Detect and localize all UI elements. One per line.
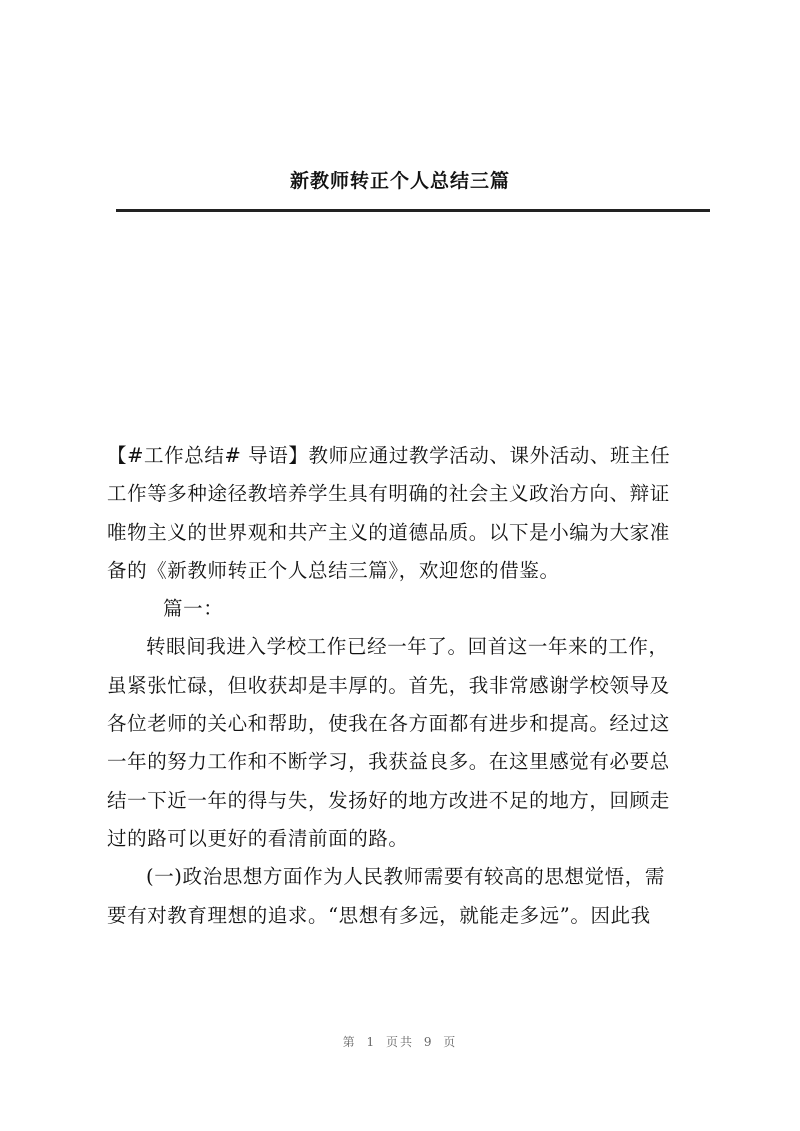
- body-line: 要有对教育理想的追求。“思想有多远，就能走多远”。因此我: [107, 903, 651, 927]
- page-suffix: 页: [443, 1035, 458, 1049]
- body-line: 各位老师的关心和帮助，使我在各方面都有进步和提高。经过这: [107, 712, 670, 736]
- body-line: 工作等多种途径教培养学生具有明确的社会主义政治方向、辩证: [107, 482, 670, 506]
- body-line: 【#工作总结# 导语】教师应通过教学活动、课外活动、班主任: [107, 444, 671, 467]
- body-line: 一年的努力工作和不断学习，我获益良多。在这里感觉有必要总: [107, 750, 670, 774]
- page-prefix: 第: [342, 1035, 357, 1049]
- body-line: 备的《新教师转正个人总结三篇》，欢迎您的借鉴。: [107, 558, 560, 582]
- body-line: (一)政治思想方面作为人民教师需要有较高的思想觉悟，需: [146, 865, 665, 889]
- body-line: 过的路可以更好的看清前面的路。: [107, 826, 409, 850]
- body-line: 唯物主义的世界观和共产主义的道德品质。以下是小编为大家准: [107, 520, 670, 544]
- body-line: 转眼间我进入学校工作已经一年了。回首这一年来的工作，: [146, 635, 669, 659]
- body-line: 虽紧张忙碌，但收获却是丰厚的。首先，我非常感谢学校领导及: [107, 673, 670, 697]
- section-heading: 篇一：: [163, 597, 224, 621]
- total-page-count: 9: [423, 1035, 434, 1049]
- page-mid-text: 页共: [385, 1035, 414, 1049]
- body-line: 结一下近一年的得与失，发扬好的地方改进不足的地方，回顾走: [107, 788, 670, 812]
- document-body: [107, 437, 707, 935]
- current-page-number: 1: [366, 1035, 377, 1049]
- document-title: 新教师转正个人总结三篇: [289, 170, 510, 192]
- page-footer: [0, 1033, 800, 1050]
- title-divider: [116, 209, 710, 212]
